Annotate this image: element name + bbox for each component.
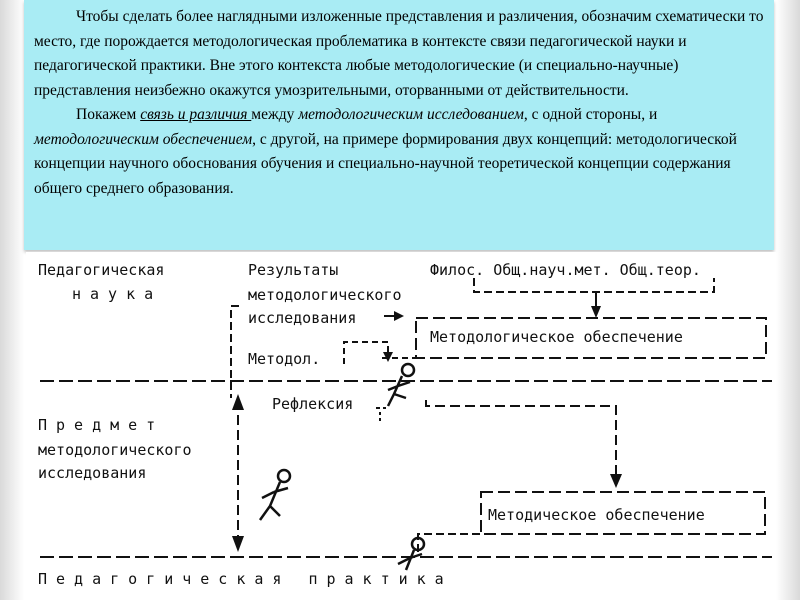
slide-left-shadow <box>0 0 24 600</box>
runner-2-body <box>260 482 288 520</box>
method-support-label: Методологическое обеспечение <box>430 328 683 346</box>
sources-bracket <box>474 278 714 292</box>
paragraph-1: Чтобы сделать более наглядными изложенные представления и различения, обозначим схематически то место, где порождается методологическая проблематика в контексте связи педагогической науки и педагогической практики. Вне этого контекста любые методологические (и специально-научные) представления неизбежно окажутся умозрительными, оторванными от действительности. <box>34 8 764 99</box>
methodic-step-line <box>418 534 481 552</box>
results-label-2: методологического <box>248 286 402 304</box>
methodic-arrow-head <box>610 474 622 488</box>
reflexia-label: Рефлексия <box>272 395 354 413</box>
metodol-bracket <box>344 342 388 364</box>
results-bracket <box>231 306 239 398</box>
ped-practice-label: Педагогическая практика <box>38 570 453 588</box>
paragraph-2 <box>34 103 764 201</box>
subject-label-1: Предмет <box>38 416 165 434</box>
p2-underlined-phrase: связь и различия <box>140 106 252 123</box>
runner-3-body <box>398 550 422 570</box>
sources-arrow-head <box>591 306 601 318</box>
results-label-3: исследования <box>248 309 357 327</box>
ped-science-label-2: наука <box>72 285 163 303</box>
sources-label: Филос. Общ.науч.мет. Общ.теор. <box>430 261 701 279</box>
p2-text-3: между <box>251 106 299 123</box>
p2-methodological-support: методологическим обеспечением <box>34 130 253 148</box>
subject-label-2: методологического <box>38 441 192 459</box>
metodol-label: Методол. <box>248 350 321 368</box>
p2-text-5: , с одной стороны, и <box>523 106 658 123</box>
diagram <box>26 252 776 600</box>
double-arrow-up-head <box>232 394 244 410</box>
text-block <box>24 0 774 250</box>
p2-methodological-research: методологическим исследованием <box>298 106 524 123</box>
p2-text-7: , с другой, на примере формирования двух концепций: методологической концепции научного обоснования обучения и специально-научной теоретической концепции содержания общего среднего образования. <box>34 130 737 197</box>
p2-text-1: Покажем <box>76 106 141 123</box>
ped-science-label-1: Педагогическая <box>38 261 165 279</box>
reflexia-path <box>426 400 616 480</box>
subject-label-3: исследования <box>38 464 147 482</box>
double-arrow-down-head <box>232 536 244 552</box>
runner-2-head <box>278 470 290 482</box>
slide-right-shadow <box>776 0 800 600</box>
methodic-support-label: Методическое обеспечение <box>488 506 705 524</box>
runner-1-head <box>402 364 414 376</box>
results-arrow-head <box>394 311 404 321</box>
results-label-1: Результаты <box>248 261 339 279</box>
